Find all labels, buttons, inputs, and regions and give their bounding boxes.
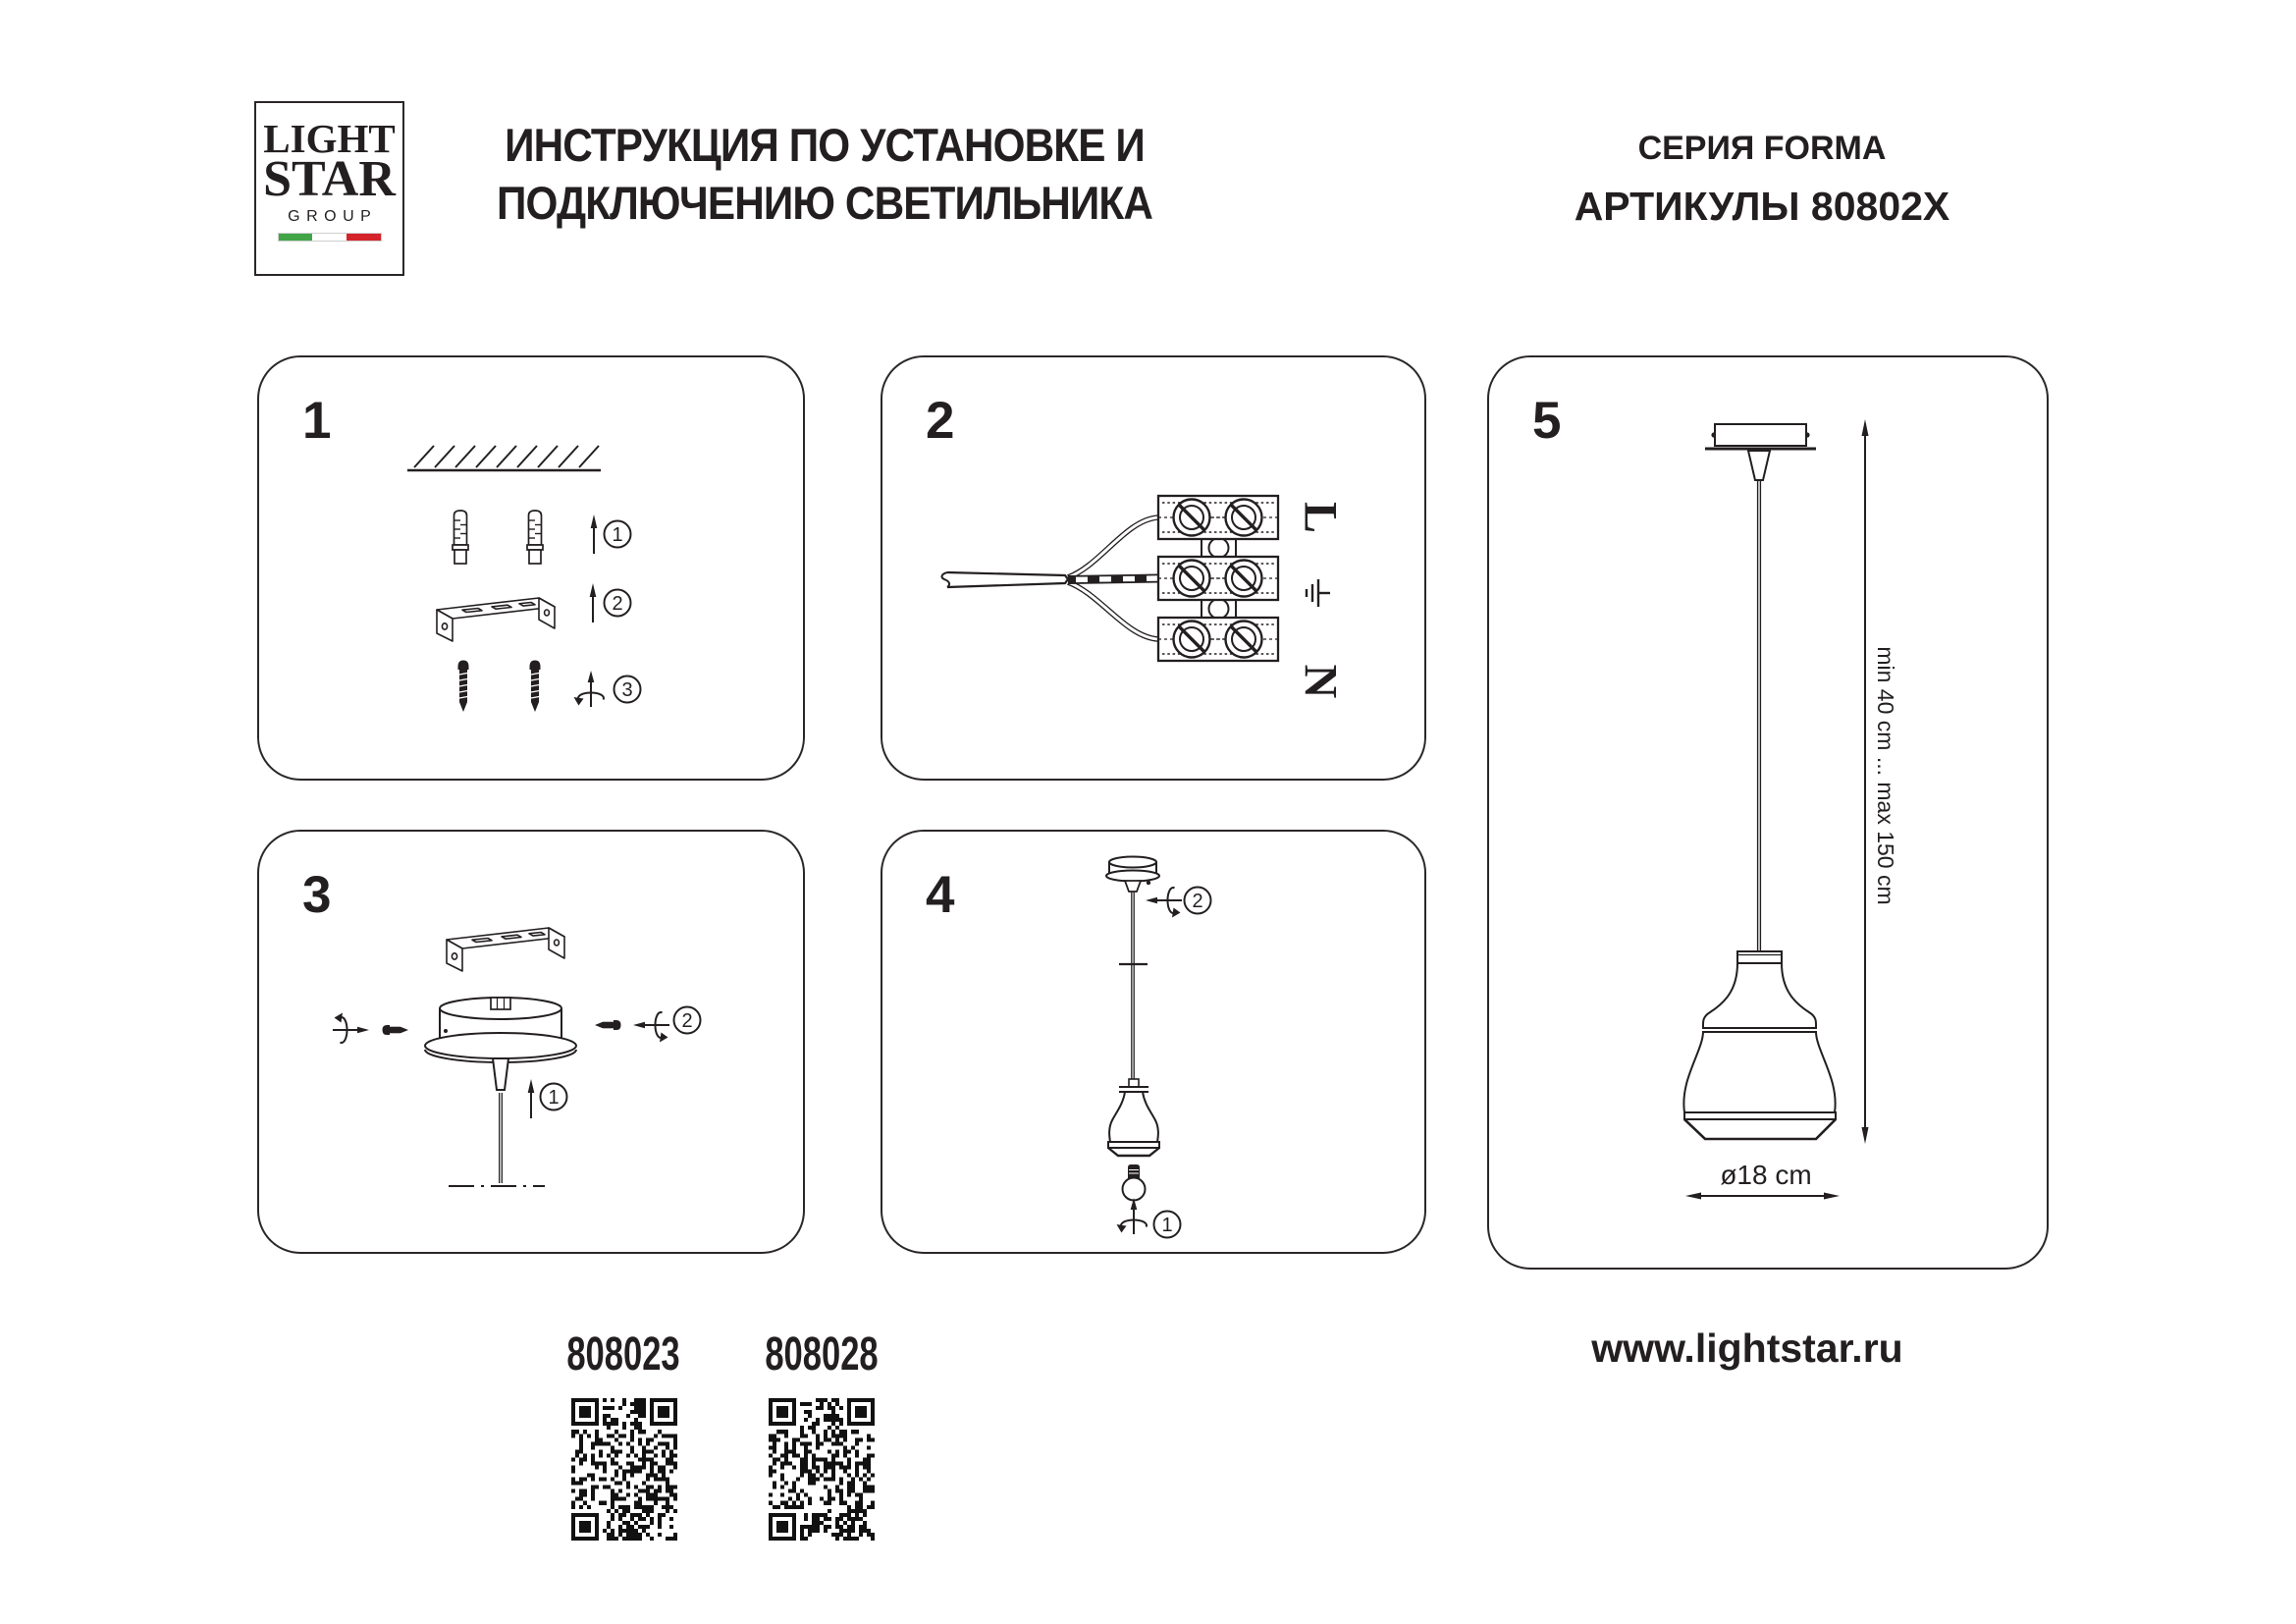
label-neutral: N	[1294, 664, 1347, 699]
step-number-4: 4	[926, 866, 955, 924]
rotation-icon	[1146, 888, 1182, 918]
step-panel-4	[881, 830, 1426, 1254]
step-badge-1	[541, 1084, 567, 1110]
step-badge-3	[614, 677, 641, 703]
suspension-cord	[1758, 480, 1761, 951]
step-badge-2	[1185, 888, 1211, 914]
screw-icon	[530, 661, 541, 713]
svg-text:1: 1	[1161, 1215, 1173, 1236]
screw-icon	[383, 1025, 409, 1035]
diameter-dimension	[1685, 1160, 1840, 1200]
svg-text:2: 2	[1192, 891, 1203, 912]
step-panel-3	[257, 830, 805, 1254]
lift-arrow-icon	[528, 1079, 535, 1118]
logo-word-light: LIGHT	[263, 116, 396, 161]
step4-illustration	[882, 832, 1428, 1256]
lamp-shade	[1683, 951, 1836, 1139]
flag-green-segment	[279, 234, 313, 241]
svg-text:3: 3	[621, 679, 633, 701]
wall-anchor-icon	[527, 511, 543, 564]
earth-symbol-icon	[1307, 579, 1330, 607]
svg-text:1: 1	[548, 1087, 560, 1109]
qr-code-article1	[571, 1398, 677, 1541]
step-badge-2	[674, 1007, 701, 1034]
svg-text:2: 2	[681, 1010, 693, 1032]
logo-word-group: GROUP	[288, 207, 378, 225]
wall-anchor-icon	[453, 511, 468, 564]
height-dimension	[1862, 419, 1899, 1144]
label-live: L	[1294, 501, 1347, 534]
pendant-dimensions-drawing	[1489, 357, 2051, 1272]
lamp-shade	[1108, 1079, 1159, 1156]
wire-neutral	[1068, 582, 1158, 639]
suspension-cord	[1119, 892, 1148, 1079]
step-number-2: 2	[926, 392, 955, 450]
article-number-808023: 808023	[566, 1328, 680, 1380]
lightstar-logo	[254, 101, 404, 276]
page-title	[436, 116, 1213, 232]
svg-text:2: 2	[612, 593, 623, 615]
diameter-label: ø18 cm	[1720, 1160, 1812, 1190]
ceiling-hatch	[407, 446, 601, 470]
italian-flag-stripe	[278, 233, 382, 242]
step-number-3: 3	[302, 866, 332, 924]
articles-label: АРТИКУЛЫ 80802X	[1574, 184, 1950, 229]
rotation-icon	[1117, 1198, 1148, 1234]
step-badge-1	[605, 521, 631, 548]
ceiling-plate	[1705, 424, 1816, 480]
terminal-block-l	[1158, 496, 1278, 539]
rotation-icon	[574, 671, 605, 707]
step1-illustration	[259, 357, 807, 783]
mounting-bracket	[437, 598, 555, 641]
step-panel-5	[1487, 355, 2049, 1270]
step-number-1: 1	[302, 392, 332, 450]
canopy	[425, 998, 576, 1090]
wire-earth-striped	[1068, 578, 1158, 580]
rotation-icon	[633, 1012, 669, 1043]
qr-code-article2	[769, 1398, 875, 1541]
light-bulb	[1123, 1164, 1146, 1201]
page-title-line1: ИНСТРУКЦИЯ ПО УСТАНОВКЕ И	[505, 119, 1145, 171]
flag-red-segment	[347, 234, 381, 241]
screw-icon	[595, 1020, 621, 1030]
series-block	[1517, 130, 2007, 230]
wiring-diagram	[882, 357, 1428, 783]
step-panel-1	[257, 355, 805, 781]
supply-cable	[941, 572, 1068, 587]
height-range-label: min 40 cm ... max 150 cm	[1873, 646, 1898, 905]
logo-word-star: STAR	[263, 151, 396, 208]
flag-white-segment	[312, 234, 347, 241]
terminal-block-n	[1158, 618, 1278, 661]
article-number-808028: 808028	[765, 1328, 879, 1380]
step3-illustration	[259, 832, 807, 1256]
rotation-icon	[333, 1013, 369, 1044]
website-url: www.lightstar.ru	[1591, 1326, 1903, 1371]
canopy	[1106, 857, 1159, 893]
screw-icon	[458, 661, 469, 713]
series-label: СЕРИЯ FORMA	[1637, 130, 1887, 167]
mounting-bracket	[447, 928, 564, 971]
step-number-5: 5	[1532, 392, 1562, 450]
insert-arrow-icon	[591, 514, 598, 554]
wire-live	[1068, 517, 1158, 577]
step-badge-1	[1154, 1212, 1181, 1238]
mount-arrow-icon	[590, 583, 597, 623]
terminal-block-earth	[1158, 557, 1278, 600]
step-panel-2	[881, 355, 1426, 781]
svg-text:1: 1	[612, 524, 623, 546]
step-badge-2	[605, 590, 631, 617]
page-title-line2: ПОДКЛЮЧЕНИЮ СВЕТИЛЬНИКА	[497, 177, 1152, 230]
